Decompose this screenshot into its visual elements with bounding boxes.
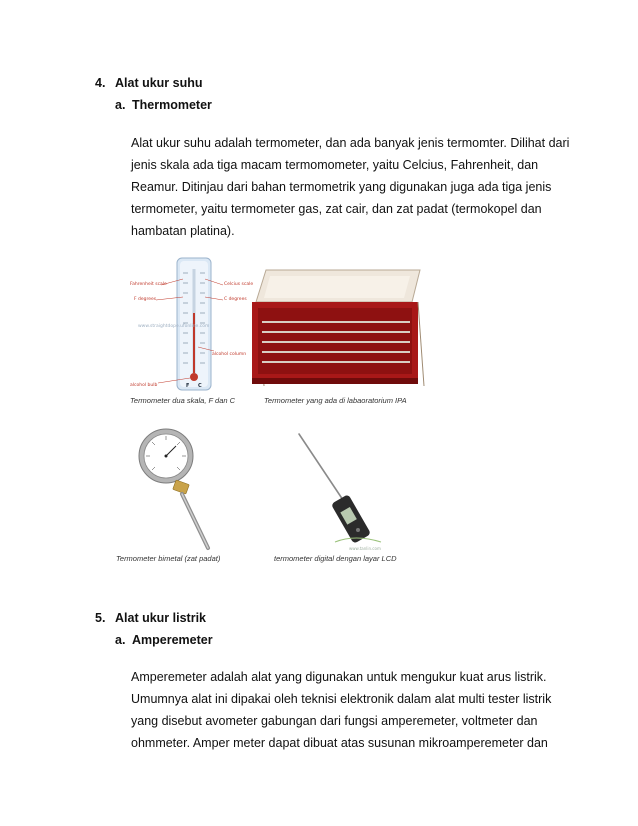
caption-bimetal: Termometer bimetal (zat padat) bbox=[116, 554, 221, 563]
paragraph-line: Amperemeter adalah alat yang digunakan untuk mengukur kuat arus listrik. bbox=[131, 670, 547, 684]
paragraph-line: Umumnya alat ini dipakai oleh teknisi elektronik dalam alat multi tester listrik bbox=[131, 692, 552, 706]
paragraph-line: yang disebut avometer gabungan dari fungsi amperemeter, voltmeter dan bbox=[131, 714, 538, 728]
svg-text:F: F bbox=[186, 383, 190, 389]
section-4-number: 4. bbox=[95, 76, 106, 90]
paragraph-line: ohmmeter. Amper meter dapat dibuat atas susunan mikroamperemeter dan bbox=[131, 736, 548, 750]
f-degrees-label: F degrees bbox=[134, 297, 157, 302]
caption-digital: termometer digital dengan layar LCD bbox=[274, 554, 397, 563]
alcohol-column-label: alcohol column bbox=[212, 352, 247, 357]
subsection-5a-title: Amperemeter bbox=[132, 633, 213, 647]
subsection-4a-title: Thermometer bbox=[132, 98, 212, 112]
subsection-5a-letter: a. bbox=[115, 633, 126, 647]
paragraph-line: jenis skala ada tiga macam termomometer, yaitu Celcius, Fahrenheit, dan bbox=[131, 158, 539, 172]
paragraph-line: termometer, yaitu termometer gas, zat cair, dan zat padat (termokopel dan bbox=[131, 202, 542, 216]
section-5-title: Alat ukur listrik bbox=[115, 611, 206, 625]
digital-thermometer-image bbox=[285, 430, 395, 555]
subsection-4a-letter: a. bbox=[115, 98, 126, 112]
svg-text:C: C bbox=[198, 383, 202, 389]
paragraph-line: Reamur. Ditinjau dari bahan termometrik yang digunakan juga ada tiga jenis bbox=[131, 180, 552, 194]
alcohol-bulb-label: alcohol bulb bbox=[130, 383, 158, 388]
section-5-number: 5. bbox=[95, 611, 106, 625]
paragraph-line: Alat ukur suhu adalah termometer, dan ada banyak jenis termomter. Dilihat dari bbox=[131, 136, 570, 150]
fahrenheit-scale-label: Fahrenheit scale bbox=[130, 282, 167, 287]
caption-dual-scale: Termometer dua skala, F dan C bbox=[130, 396, 236, 405]
dual-scale-thermometer-image bbox=[128, 255, 254, 395]
digital-watermark: www.tanlin.com bbox=[349, 546, 381, 551]
paragraph-line: hambatan platina). bbox=[131, 224, 235, 238]
section-4-title: Alat ukur suhu bbox=[115, 76, 203, 90]
bimetal-thermometer-image bbox=[130, 428, 230, 553]
c-degrees-label: C degrees bbox=[224, 297, 247, 302]
lab-thermometer-box-image bbox=[250, 262, 425, 392]
caption-lab: Termometer yang ada di labaoratorium IPA bbox=[264, 396, 407, 405]
amperemeter-paragraph bbox=[131, 666, 571, 754]
thermometer-watermark: www.straightdope.ufonline.com bbox=[138, 324, 210, 329]
celcius-scale-label: Celcius scale bbox=[224, 282, 254, 287]
thermometer-paragraph bbox=[131, 132, 571, 242]
